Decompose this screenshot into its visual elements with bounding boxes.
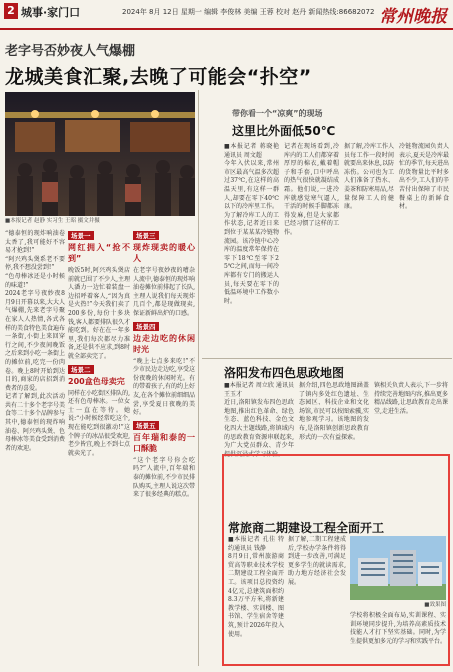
map-paragraph: 据介绍,四色思政地图涵盖了镇内多处红色遗址、生态园区、科技企业和文化场馆,市民可以按图索骥,实地参观学习。该地图的发布,是洛阳镇创新思政教育形式的一次有益探索。 xyxy=(299,382,369,441)
scene-tag: 场景三 xyxy=(133,231,159,240)
lead-photo-caption: ■本报记者 赵静 实习生 王昭 摄文并摄 xyxy=(5,218,100,224)
scene-text: 晚饭5时,阿兴鸡头煲店前就已围了不少人,主理人潘力一边忙着装盘一边招呼着客人,“因为真是火热!”今天我们卖了200多份,每份十多块钱,客人都要排队很久才能吃到。好在在一年多里,我们每次都尽力准备,还是供不应求,到8时就全部卖完了。 xyxy=(68,267,130,360)
lead-paragraph: “阿兴鸡头煲系老不要停,我不想没尝到!” xyxy=(5,255,65,272)
scene-title: 200盒色母卖完 xyxy=(68,376,125,386)
school-bottom-text: 学校将积极全面布局,实训课程、实训环境同步提升,为培养高素质技术技能人才打下坚实基础。同时,为学生提供更加多元的学习和实践平台。 xyxy=(350,612,447,645)
scene-tag: 场景一 xyxy=(68,231,94,240)
scene-text: “这个老字号你会吃吗?”人流中,百年瑞和泰的摊位前,不少市民排队购买,主理人说这次带来了很多经典的糕点。 xyxy=(133,456,195,499)
heat-column-1 xyxy=(224,143,279,353)
section-divider xyxy=(202,358,452,359)
heat-kicker: 带你看一个“凉爽”的现场 xyxy=(232,109,323,118)
lead-paragraph: “色母棒冰还是小时候的味道!” xyxy=(5,272,65,289)
map-column-3 xyxy=(374,382,448,452)
lead-paragraph: 2024老字号夜妙夜8月9日开幕以来,大大人气爆棚,先来老字号聚在家人人热情,各式各样的美食特色美食遍布一条街,小街上来回穿行之间,不少夜间晚饭之后来到小吃一条街上的摊位前,吃完一份肉卷。晚上8时开始到达目的,商家的店招到消费者的喜爱。 xyxy=(5,290,66,392)
scene-text: 在老字号夜妙夜的嘈杂人流中,德泰恒的现炸响油卷摊位前排起了长队,主理人说我们每天现炸几百个,都是现做现卖,保证新鲜出炉的口感。 xyxy=(133,267,195,317)
school-column-2 xyxy=(288,536,346,664)
map-paragraph: 镇相关负责人表示,下一步将持续完善地图内容,推出更多精品线路,让思政教育走出课堂,走进生活。 xyxy=(374,382,448,415)
scene-text: “晚上七点多来吃!”不少市民边走边吃,享受这份夜晚的休闲时光。有的带着孩子,有的约上好友,在各个摊位前细细品尝,享受夏日夜晚的美好。 xyxy=(133,357,195,417)
lead-photo xyxy=(5,92,195,216)
heat-paragraph: 今年入伏以来,常州市区最高气温多次超过37℃,在这样的高温天里,有这样一群人,却要在零下40℃以下的冷库里工作。 xyxy=(224,160,279,211)
lead-column-3 xyxy=(133,228,195,666)
scene-text: 同样在小吃街区排队的,还有色母棒冰。一位女士一直在等待。她说:“小时候经常吃这个,现在能吃到很激动!”这个牌子的冰品很受欢迎,老少皆宜,晚上不到七点就卖光了。 xyxy=(68,389,130,457)
newspaper-logo: 常州晚报 xyxy=(379,7,447,27)
school-paragraph: 据了解,二期工程建成后,学校办学条件将得到进一步改善,可满足更多学生的就读需求,助力地方经济社会发展。 xyxy=(288,536,346,586)
column-divider xyxy=(198,90,199,666)
heat-paragraph: 据了解,冷库工作人员每工作一段时间就要出来休息,以防冻伤。公司也为工人们准备了热水、姜茶和防寒用品,尽量保障工人的健康。 xyxy=(344,143,394,211)
heat-column-4 xyxy=(399,143,449,353)
lead-column-1 xyxy=(5,230,65,512)
school-photo-caption: ■效果图 xyxy=(424,602,446,608)
section-name: 城事·家门口 xyxy=(21,6,81,19)
scene-title: 网红拥入“抢不到” xyxy=(68,243,130,263)
map-byline: ■本报记者 周立欣 通讯员 王玉才 xyxy=(224,382,294,398)
lead-paragraph: 记者了解到,此次活动共有二十多个老字号美食等二十多个品牌参与其中,德泰恒的现炸响油卷、阿兴鸡头煲、色母棒冰等美食受到消费者的欢迎。 xyxy=(5,393,66,452)
campus-building-icon xyxy=(350,536,446,600)
map-paragraph: 近日,洛阳镇发布四色思政地图,推出红色革命、绿色生态、蓝色科技、金色文化四大主题线路,将镇域内的思政教育资源串联起来,为广大党员群众、青少年提供沉浸式学习体验。 xyxy=(224,399,294,458)
lead-kicker: 老字号否妙夜人气爆棚 xyxy=(5,44,136,59)
scene-tag: 场景四 xyxy=(133,322,159,331)
school-byline: ■本报记者 孔佳 特约通讯员 钱静 xyxy=(228,536,284,552)
map-title: 洛阳发布四色思政地图 xyxy=(224,366,345,380)
school-column-1 xyxy=(228,536,284,664)
scene-tag: 场景二 xyxy=(68,365,94,374)
heat-byline: ■本报记者 蒋晓艳 通讯员 周文超 xyxy=(224,143,279,159)
scene-title: 边走边吃的休闲时光 xyxy=(133,333,195,354)
date-line: 2024年 8月 12日 星期一 编辑 李俊林 美编 王蓉 校对 赵丹 新闻热线:86682072 xyxy=(122,8,375,16)
lead-column-2 xyxy=(68,228,130,666)
school-title: 常旅商二期建设工程全面开工 xyxy=(228,521,385,535)
map-column-1 xyxy=(224,382,294,458)
heat-paragraph: 记者在现场看到,冷库内的工人们都穿着厚厚的棉衣,戴着帽子和手套,口中呼出的热气很快就凝结成霜。他们说,一进冷库就感觉寒气逼人,干活的时候手脚都冻得发麻,但是大家都已经习惯了这样的工作。 xyxy=(284,143,339,236)
page-number: 2 xyxy=(4,3,18,19)
school-paragraph: 8月9日,常州旅游商贸高等职业技术学校二期建设工程全面开工。该项目总投资约4亿元,总建筑面积约8.3万平方米,将新建教学楼、实训楼、图书馆、学生宿舍等建筑,预计2026年投入使用。 xyxy=(228,553,284,638)
heat-column-2 xyxy=(284,143,339,353)
school-rendering-photo xyxy=(350,536,446,600)
scene-tag: 场景五 xyxy=(133,421,159,430)
scene-title: 百年瑞和泰的一口酥脆 xyxy=(133,432,195,453)
map-column-2 xyxy=(299,382,369,452)
heat-column-3 xyxy=(344,143,394,353)
heat-title: 这里比外面低50℃ xyxy=(232,124,336,138)
heat-paragraph: 为了解冷库工人的工作状态,记者近日来到位于某某某冷链物流园。该冷链中心冷库的温度常年保持在零下18℃至零下25℃之间,而每一间冷库都有专门的搬运人员,每天要在零下的低温环境中工作数小时。 xyxy=(224,211,279,305)
night-market-photo-icon xyxy=(5,92,195,216)
masthead xyxy=(0,0,453,30)
scene-title: 现炸现卖的暖心人 xyxy=(133,243,195,263)
lead-headline: 龙城美食汇聚,去晚了可能会“扑空” xyxy=(5,66,312,88)
heat-paragraph: 冷链物流园负责人表示,夏天是冷库最忙的季节,每天进出的货物量比平时多出不少,工人们的辛苦付出保障了市民餐桌上的新鲜食材。 xyxy=(399,143,449,211)
lead-intro: “德泰恒的现炸响油卷太香了,我可能好不容易才抢到!” xyxy=(5,230,65,255)
